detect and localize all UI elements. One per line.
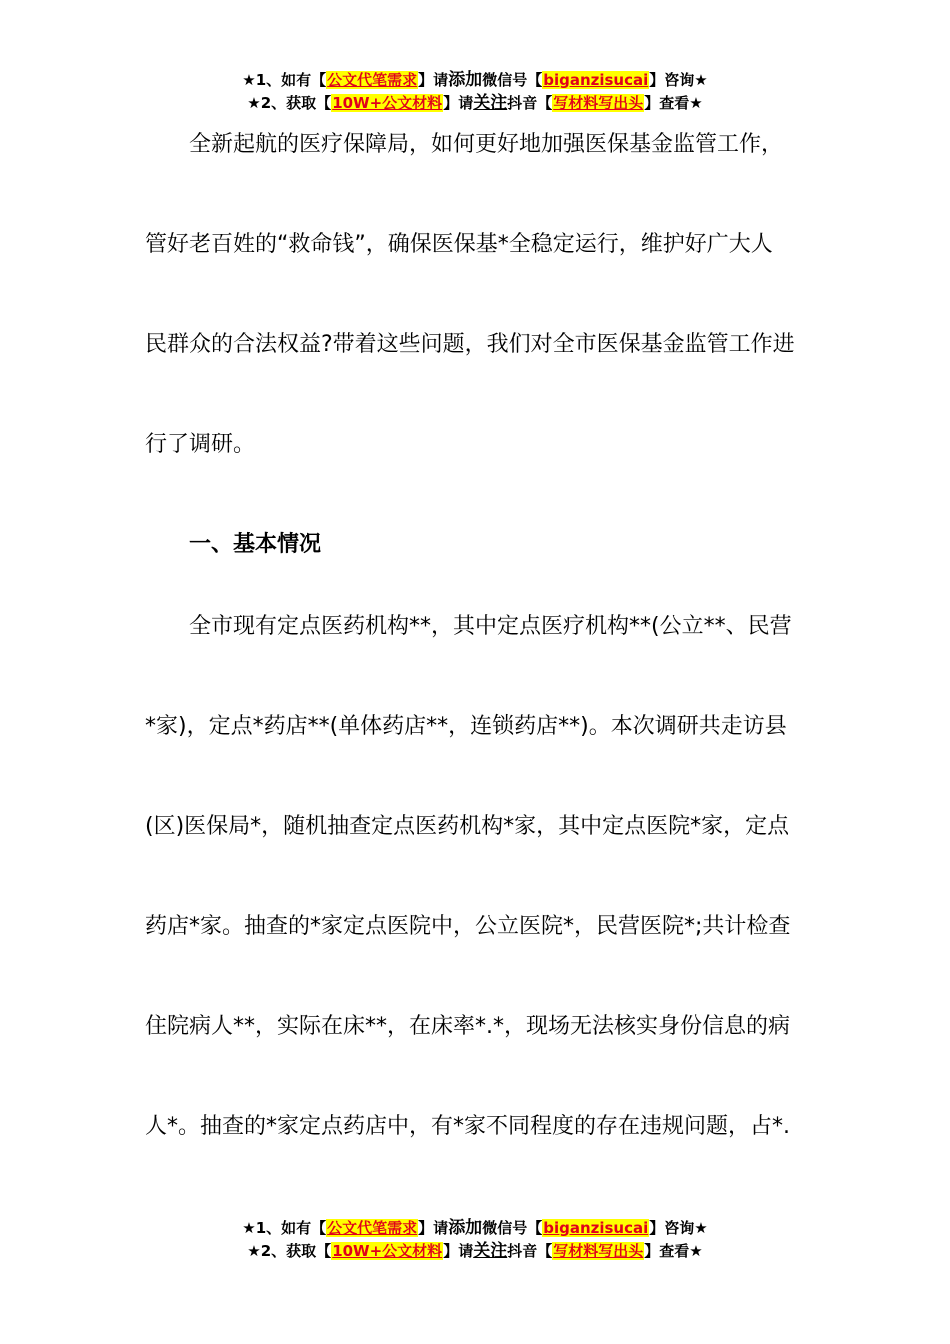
banner-line-1 xyxy=(0,1217,950,1240)
banner-text: 】查看★ xyxy=(644,94,703,112)
document-body xyxy=(145,127,805,1209)
paragraph-line: 药店*家。抽查的*家定点医院中，公立医院*，民营医院*;共计检查 xyxy=(145,914,791,939)
wechat-id: biganzisucai xyxy=(543,1219,649,1237)
banner-text: ★2、获取【 xyxy=(247,1242,332,1260)
header-banner xyxy=(0,69,950,115)
banner-line-1 xyxy=(0,69,950,92)
banner-text: 微信号【 xyxy=(482,71,543,89)
banner-text: 抖音【 xyxy=(507,1242,553,1260)
banner-text: 】请 xyxy=(418,71,449,89)
emphasis-text: 添加 xyxy=(448,70,483,90)
banner-text: 微信号【 xyxy=(482,1219,543,1237)
paragraph-line: *家)，定点*药店**(单体药店**，连锁药店**)。本次调研共走访县 xyxy=(145,714,787,739)
paragraph-line: 全新起航的医疗保障局，如何更好地加强医保基金监管工作， xyxy=(189,132,784,157)
banner-line-2 xyxy=(0,92,950,115)
paragraph-line: 住院病人**，实际在床**，在床率*.*，现场无法核实身份信息的病 xyxy=(145,1014,790,1039)
banner-text: 抖音【 xyxy=(507,94,553,112)
banner-line-2 xyxy=(0,1240,950,1263)
paragraph-line: 管好老百姓的“救命钱”，确保医保基*全稳定运行，维护好广大人 xyxy=(145,232,773,257)
banner-text: 】请 xyxy=(418,1219,449,1237)
banner-text: ★1、如有【 xyxy=(242,1219,327,1237)
banner-text: ★1、如有【 xyxy=(242,71,327,89)
paragraph-line: 人*。抽查的*家定点药店中，有*家不同程度的存在违规问题，占*. xyxy=(145,1114,790,1139)
highlight-text: 10W+公文材料 xyxy=(332,94,443,112)
douyin-account: 写材料写出头 xyxy=(553,1242,644,1260)
section-heading: 一、基本情况 xyxy=(189,532,322,557)
highlight-text: 公文代笔需求 xyxy=(327,1219,418,1237)
banner-text: ★2、获取【 xyxy=(247,94,332,112)
emphasis-text: 关注 xyxy=(473,1241,508,1261)
paragraph-line: 全市现有定点医药机构**，其中定点医疗机构**(公立**、民营 xyxy=(189,614,792,639)
banner-text: 】咨询★ xyxy=(649,1219,708,1237)
emphasis-text: 关注 xyxy=(473,93,508,113)
banner-text: 】请 xyxy=(443,1242,474,1260)
highlight-text: 10W+公文材料 xyxy=(332,1242,443,1260)
highlight-text: 公文代笔需求 xyxy=(327,71,418,89)
douyin-account: 写材料写出头 xyxy=(553,94,644,112)
banner-text: 】请 xyxy=(443,94,474,112)
wechat-id: biganzisucai xyxy=(543,71,649,89)
paragraph-line: 民群众的合法权益?带着这些问题，我们对全市医保基金监管工作进 xyxy=(145,332,795,357)
paragraph-line: 行了调研。 xyxy=(145,432,256,457)
banner-text: 】咨询★ xyxy=(649,71,708,89)
footer-banner xyxy=(0,1217,950,1263)
banner-text: 】查看★ xyxy=(644,1242,703,1260)
emphasis-text: 添加 xyxy=(448,1218,483,1238)
paragraph-line: (区)医保局*，随机抽查定点医药机构*家，其中定点医院*家，定点 xyxy=(145,814,790,839)
